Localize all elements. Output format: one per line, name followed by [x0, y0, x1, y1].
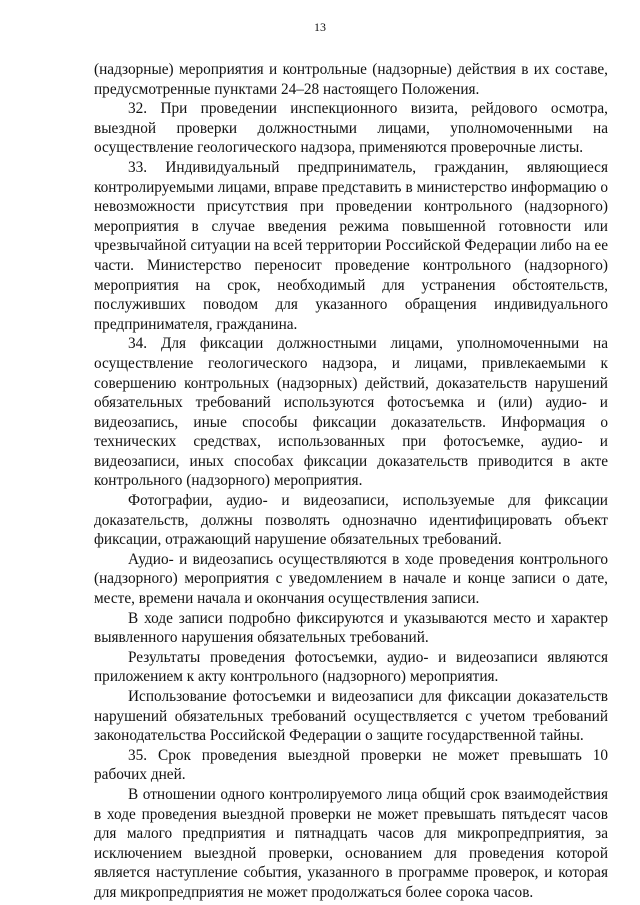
paragraph-photos: Фотографии, аудио- и видеозаписи, используемые для фиксации доказательств, должны позволять однозначно идентифицировать объект фиксации, отражающий нарушение обязательных требований. [94, 492, 608, 549]
paragraph-continuation: (надзорные) мероприятия и контрольные (надзорные) действия в их составе, предусмотренные пунктами 24–28 настоящего Положения. [94, 61, 608, 98]
paragraph-recording: В ходе записи подробно фиксируются и указываются место и характер выявленного нарушения обязательных требований. [94, 609, 608, 647]
paragraph-state-secret: Использование фотосъемки и видеозаписи для фиксации доказательств нарушений обязательных требований осуществляется с учетом требований законодательства Российской Федерации о защите государственной тайны. [94, 688, 608, 745]
page-number: 13 [314, 20, 326, 34]
paragraph-item-33: 33. Индивидуальный предприниматель, гражданин, являющиеся контролируемыми лицами, вправе представить в министерство информацию о невозможности присутствия при проведении контрольного (надзорного) мероприятия в случае введения режима повышенной готовности или чрезвычайной ситуации на всей территории Российской Федерации либо на ее части. Министерство переносит проведение контрольного (надзорного) мероприятия на срок, необходимый для устранения обстоятельств, послуживших поводом для указанного обращения индивидуального предпринимателя, гражданина. [94, 158, 608, 333]
paragraph-item-35: 35. Срок проведения выездной проверки не может превышать 10 рабочих дней. [94, 746, 608, 784]
paragraph-interaction-term: В отношении одного контролируемого лица общий срок взаимодействия в ходе проведения выездной проверки не может превышать пятьдесят часов для малого предприятия и пятнадцать часов для микропредприятия, за исключением выездной проверки, основанием для проведения которой является наступление события, указанного в программе проверок, и которая для микропредприятия не может продолжаться более сорока часов. [94, 785, 608, 901]
paragraph-audio-video: Аудио- и видеозапись осуществляются в ходе проведения контрольного (надзорного) мероприятия с уведомлением в начале и конце записи о дате, месте, времени начала и окончания осуществления записи. [94, 550, 608, 608]
paragraph-item-34: 34. Для фиксации должностными лицами, уполномоченными на осуществление геологического надзора, и лицами, привлекаемыми к совершению контрольных (надзорных) действий, доказательств нарушений обязательных требований используются фотосъемка и (или) аудио- и видеозапись, иные способы фиксации доказательств. Информация о технических средствах, использованных при фотосъемке, аудио- и видеозаписи, иных способах фиксации доказательств приводится в акте контрольного (надзорного) мероприятия. [94, 335, 608, 490]
paragraph-results: Результаты проведения фотосъемки, аудио- и видеозаписи являются приложением к акту контрольного (надзорного) мероприятия. [94, 648, 608, 686]
paragraph-item-32: 32. При проведении инспекционного визита, рейдового осмотра, выездной проверки должностными лицами, уполномоченными на осуществление геологического надзора, применяются проверочные листы. [94, 100, 608, 157]
document-body [94, 60, 608, 903]
